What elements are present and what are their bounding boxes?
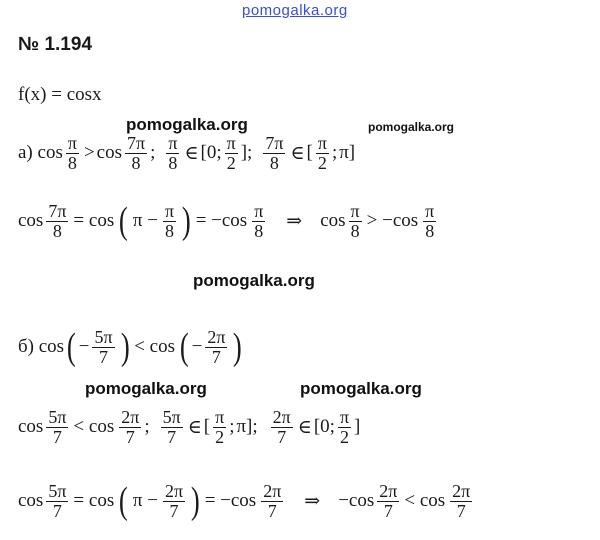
- fraction-pi-over-2: $\frac{\pi}{2}$: [317, 133, 327, 173]
- fraction-7pi-over-8: $\frac{7\pi}{8}$: [126, 133, 146, 173]
- fraction-7pi-over-8: $\frac{7\pi}{8}$: [265, 133, 284, 173]
- implies-arrow: ⇒: [286, 210, 303, 232]
- fraction-5pi-over-7: $\frac{5\pi}{7}$: [48, 481, 67, 521]
- implies-arrow: ⇒: [304, 490, 321, 512]
- fraction-pi-over-8: $\frac{\pi}{8}$: [164, 201, 175, 241]
- fraction-pi-over-8: $\frac{\pi}{8}$: [425, 201, 435, 241]
- top-watermark[interactable]: pomogalka.org: [242, 2, 348, 19]
- fraction-2pi-over-7: $\frac{2\pi}{7}$: [263, 481, 282, 521]
- fraction-5pi-over-7: $\frac{5\pi}{7}$: [162, 407, 181, 447]
- watermark: pomogalka.org: [193, 271, 315, 290]
- part-a-equation-line: cos $\frac{7\pi}{8}$ = cos ( π − $\frac{\pi}{8}$ ) = −cos $\frac{\pi}{8}$ ⇒ cos $\frac{\pi}{8}$ > −cos $\frac{\pi}{8}$: [18, 200, 435, 243]
- fraction-pi-over-2: $\frac{\pi}{2}$: [339, 407, 350, 447]
- part-b-equation-line: cos $\frac{5\pi}{7}$ = cos ( π − $\frac{2\pi}{7}$ ) = −cos $\frac{2\pi}{7}$ ⇒ −cos $\frac{2\pi}{7}$ < cos $\frac{2\pi}{7}$: [18, 480, 471, 523]
- fraction-2pi-over-7: $\frac{2\pi}{7}$: [379, 481, 398, 521]
- fraction-7pi-over-8: $\frac{7\pi}{8}$: [48, 201, 67, 241]
- fraction-2pi-over-7: $\frac{2\pi}{7}$: [272, 407, 291, 447]
- function-definition: f(x) = cosx: [18, 84, 102, 105]
- part-a-inequality-line: а) cos $\frac{\pi}{8}$ > cos $\frac{7\pi}{8}$ ; $\frac{\pi}{8}$ ∈ [0; $\frac{\pi}{2}$ ]; $\frac{7\pi}{8}$ ∈ [ $\frac{\pi}{2}$ ; π]: [18, 133, 356, 173]
- fraction-pi-over-2: $\frac{\pi}{2}$: [226, 133, 236, 173]
- fraction-2pi-over-7: $\frac{2\pi}{7}$: [121, 407, 140, 447]
- part-b-label: б) cos: [18, 336, 65, 358]
- fraction-pi-over-8: $\frac{\pi}{8}$: [67, 133, 77, 173]
- fraction-2pi-over-7: $\frac{2\pi}{7}$: [164, 481, 184, 521]
- fraction-5pi-over-7: $\frac{5\pi}{7}$: [48, 407, 67, 447]
- fraction-pi-over-2: $\frac{\pi}{2}$: [215, 407, 225, 447]
- fraction-2pi-over-7: $\frac{2\pi}{7}$: [452, 481, 471, 521]
- part-b-inequality-line: б) cos ( − $\frac{5\pi}{7}$ ) < cos ( − $\frac{2\pi}{7}$ ): [18, 326, 243, 369]
- watermark: pomogalka.org: [300, 379, 422, 398]
- fraction-pi-over-8: $\frac{\pi}{8}$: [254, 201, 264, 241]
- fraction-pi-over-8: $\frac{\pi}{8}$: [350, 201, 360, 241]
- watermark: pomogalka.org: [85, 379, 207, 398]
- part-b-interval-line: cos $\frac{5\pi}{7}$ < cos $\frac{2\pi}{7}$ ; $\frac{5\pi}{7}$ ∈ [ $\frac{\pi}{2}$ ; π]; $\frac{2\pi}{7}$ ∈ [0; $\frac{\pi}{2}$ ]: [18, 407, 361, 447]
- fraction-5pi-over-7: $\frac{5\pi}{7}$: [94, 327, 113, 367]
- watermark: pomogalka.org: [126, 115, 248, 134]
- fraction-pi-over-8: $\frac{\pi}{8}$: [168, 133, 178, 173]
- problem-number: № 1.194: [18, 34, 93, 55]
- fraction-2pi-over-7: $\frac{2\pi}{7}$: [207, 327, 226, 367]
- watermark-small: pomogalka.org: [368, 120, 455, 134]
- part-a-label: а) cos: [18, 142, 63, 164]
